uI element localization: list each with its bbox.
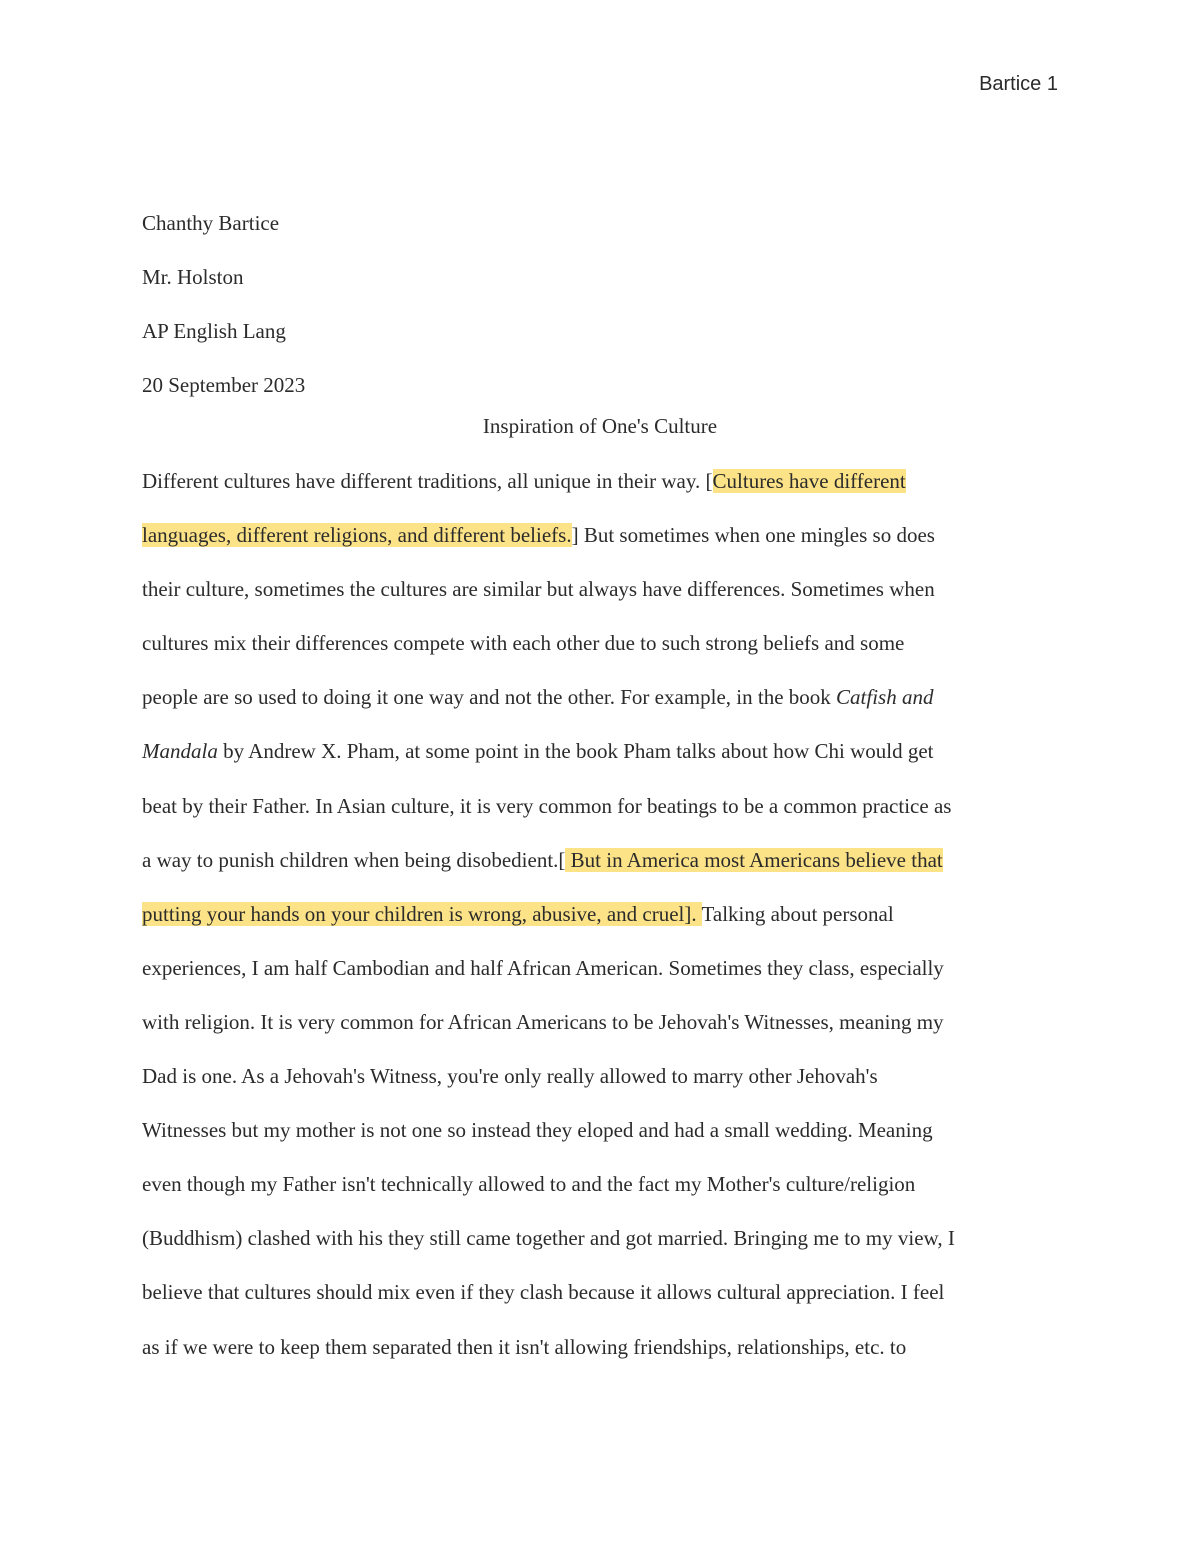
body-line <box>142 520 1058 574</box>
body-line: as if we were to keep them separated then it isn't allowing friendships, relationships, etc. to <box>142 1334 907 1359</box>
body-line <box>142 899 1058 953</box>
highlighted-text: Cultures have different <box>712 469 906 493</box>
book-title-italic: Catfish and <box>836 685 934 710</box>
body-line: Dad is one. As a Jehovah's Witness, you're only really allowed to marry other Jehovah's <box>142 1064 878 1089</box>
essay-body <box>142 466 1058 1386</box>
running-head: Bartice 1 <box>979 73 1058 95</box>
text-run: people are so used to doing it one way and not the other. For example, in the book <box>142 685 837 710</box>
highlighted-text: But in America most Americans believe that <box>565 847 943 872</box>
date: 20 September 2023 <box>142 373 306 397</box>
body-line <box>142 466 1058 520</box>
body-line <box>142 682 1058 736</box>
text-run: Different cultures have different traditions, all unique in their way. [ <box>142 469 713 493</box>
highlighted-text: putting your hands on your children is wrong, abusive, and cruel]. <box>142 901 702 926</box>
body-line: with religion. It is very common for African Americans to be Jehovah's Witnesses, meaning my <box>142 1009 944 1034</box>
body-line: Witnesses but my mother is not one so instead they eloped and had a small wedding. Meaning <box>142 1118 933 1143</box>
teacher-name: Mr. Holston <box>142 265 244 289</box>
text-run: by Andrew X. Pham, at some point in the book Pham talks about how Chi would get <box>217 739 934 764</box>
course-name: AP English Lang <box>142 319 286 343</box>
body-line: even though my Father isn't technically allowed to and the fact my Mother's culture/religion <box>142 1172 916 1197</box>
body-line: cultures mix their differences compete with each other due to such strong beliefs and some <box>142 631 905 656</box>
body-line: their culture, sometimes the cultures are similar but always have differences. Sometimes when <box>142 577 935 602</box>
book-title-italic: Mandala <box>142 739 218 764</box>
essay-title: Inspiration of One's Culture <box>482 414 718 438</box>
body-line: (Buddhism) clashed with his they still came together and got married. Bringing me to my view, I <box>142 1226 955 1251</box>
body-line <box>142 845 1058 899</box>
text-run: ] But sometimes when one mingles so does <box>571 523 935 548</box>
body-line <box>142 736 1058 790</box>
body-line: experiences, I am half Cambodian and half African American. Sometimes they class, especially <box>142 955 944 980</box>
student-name: Chanthy Bartice <box>142 211 280 235</box>
highlighted-text: languages, different religions, and different beliefs. <box>142 523 572 548</box>
body-line: beat by their Father. In Asian culture, it is very common for beatings to be a common practice as <box>142 793 952 818</box>
mla-heading <box>142 196 1058 412</box>
text-run: Talking about personal <box>701 901 894 926</box>
body-line: believe that cultures should mix even if they clash because it allows cultural appreciation. I feel <box>142 1280 945 1305</box>
text-run: a way to punish children when being disobedient.[ <box>142 847 566 872</box>
